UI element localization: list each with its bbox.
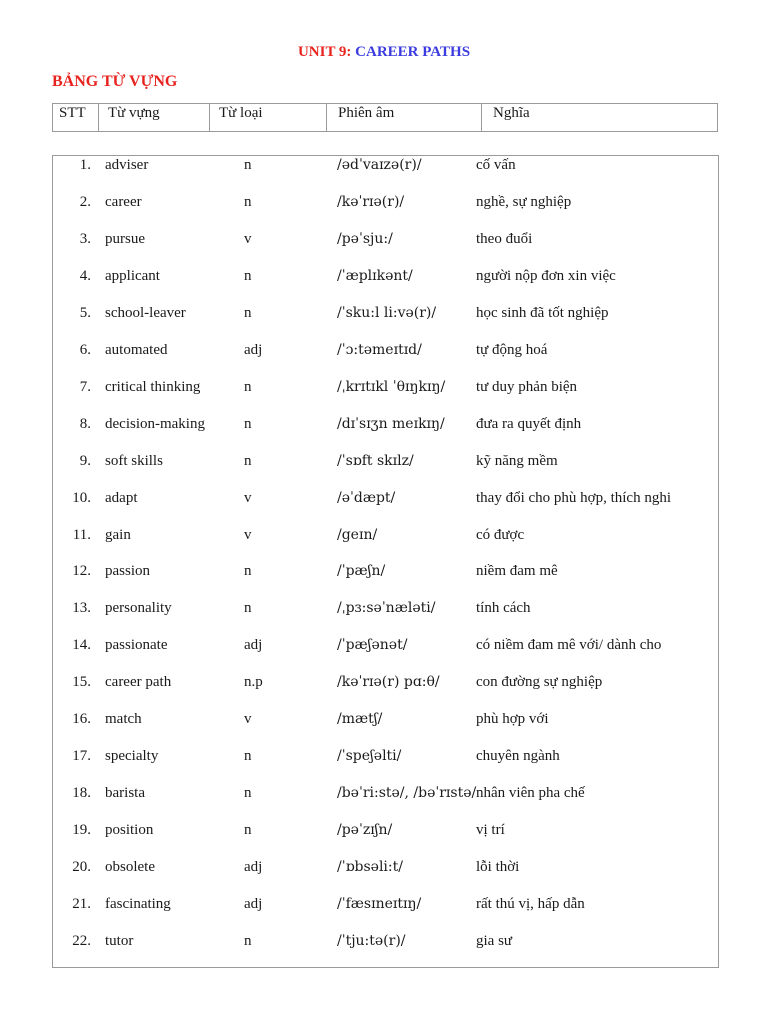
vocab-pronunciation: /ˈæplɪkənt/ — [337, 267, 413, 284]
header-meaning: Nghĩa — [481, 104, 717, 131]
vocab-word: tutor — [105, 932, 134, 949]
vocab-word: career — [105, 193, 142, 210]
vocab-pronunciation: /pəˈsju:/ — [337, 230, 393, 247]
vocab-part-of-speech: n — [244, 157, 252, 173]
vocab-pronunciation: /kəˈrɪə(r)/ — [337, 193, 405, 210]
vocab-pronunciation: /ˈpæʃn/ — [337, 563, 386, 580]
vocab-word: obsolete — [105, 859, 155, 876]
vocab-row — [53, 636, 718, 658]
vocab-word: passionate — [105, 637, 168, 654]
vocab-row — [53, 747, 718, 769]
vocab-row — [53, 858, 718, 880]
vocab-pronunciation: /ˈɒbsəli:t/ — [337, 859, 403, 876]
vocab-row — [53, 562, 718, 584]
vocab-word: gain — [105, 526, 131, 543]
vocab-number: 11. — [72, 526, 91, 543]
vocab-number: 16. — [72, 711, 91, 728]
vocab-row — [53, 710, 718, 732]
vocab-part-of-speech: v — [244, 526, 252, 543]
vocab-number: 8. — [79, 415, 91, 432]
vocab-meaning: theo đuổi — [476, 230, 533, 247]
vocab-part-of-speech: v — [244, 230, 252, 247]
header-pos: Từ loại — [209, 104, 326, 131]
vocab-part-of-speech: n — [244, 563, 252, 580]
vocab-meaning: con đường sự nghiệp — [476, 674, 603, 691]
vocab-number: 5. — [79, 304, 91, 321]
vocab-pronunciation: /ˈspeʃəlti/ — [337, 748, 402, 765]
vocab-number: 10. — [72, 489, 91, 506]
vocab-meaning: học sinh đã tốt nghiệp — [476, 304, 609, 321]
vocab-row — [53, 784, 718, 806]
vocab-pronunciation: /kəˈrɪə(r) pɑ:θ/ — [337, 674, 440, 691]
vocab-part-of-speech: n — [244, 822, 252, 839]
vocab-meaning: người nộp đơn xin việc — [476, 267, 616, 284]
vocab-number: 19. — [72, 822, 91, 839]
vocab-meaning: có niềm đam mê với/ dành cho — [476, 637, 662, 654]
vocab-word: fascinating — [105, 896, 171, 912]
vocab-row — [53, 193, 718, 215]
vocab-meaning: tự động hoá — [476, 341, 548, 358]
header-word: Từ vựng — [98, 104, 209, 131]
vocab-row — [53, 526, 718, 548]
document-title — [0, 44, 768, 61]
vocab-row — [53, 489, 718, 511]
vocab-meaning: tính cách — [476, 600, 531, 617]
vocab-number: 20. — [72, 859, 91, 876]
vocab-number: 6. — [79, 341, 91, 358]
vocab-meaning: niềm đam mê — [476, 563, 558, 580]
unit-label: UNIT 9: — [297, 44, 352, 60]
vocab-number: 1. — [79, 157, 91, 173]
vocab-word: school-leaver — [105, 304, 186, 321]
vocab-number: 13. — [72, 600, 91, 617]
vocab-meaning: thay đổi cho phù hợp, thích nghi — [476, 489, 671, 506]
vocab-number: 18. — [72, 785, 91, 802]
vocab-word: pursue — [105, 230, 145, 247]
vocab-word: position — [105, 822, 154, 839]
vocab-number: 14. — [72, 637, 91, 654]
vocab-part-of-speech: n — [244, 267, 252, 284]
vocab-pronunciation: /geɪn/ — [337, 526, 378, 543]
vocab-row — [53, 673, 718, 695]
vocab-part-of-speech: adj — [244, 859, 263, 876]
header-stt: STT — [59, 105, 86, 121]
vocab-row — [53, 304, 718, 326]
vocab-part-of-speech: adj — [244, 341, 263, 358]
vocab-word: barista — [105, 785, 145, 802]
vocab-part-of-speech: n — [244, 304, 252, 321]
vocab-pronunciation: /ˈpæʃənət/ — [337, 637, 408, 654]
vocab-word: personality — [105, 600, 172, 617]
vocab-word: adapt — [105, 489, 138, 506]
vocab-meaning: chuyên ngành — [476, 748, 560, 765]
vocab-meaning: vị trí — [476, 822, 505, 839]
vocab-number: 21. — [72, 896, 91, 912]
vocab-pronunciation: /ˌkrɪtɪkl ˈθɪŋkɪŋ/ — [337, 378, 446, 395]
vocab-pronunciation: /ˈsku:l li:və(r)/ — [337, 304, 437, 321]
vocab-meaning: gia sư — [476, 932, 513, 949]
vocab-meaning: kỹ năng mềm — [476, 452, 558, 469]
vocab-part-of-speech: n — [244, 748, 252, 765]
vocab-part-of-speech: n — [244, 600, 252, 617]
vocab-part-of-speech: n — [244, 378, 252, 395]
vocab-row — [53, 415, 718, 437]
vocab-row — [53, 341, 718, 363]
vocab-pronunciation: /dɪˈsɪʒn meɪkɪŋ/ — [337, 415, 445, 432]
vocab-pronunciation: /pəˈzɪʃn/ — [337, 822, 393, 839]
vocab-meaning: có được — [476, 526, 525, 543]
vocab-part-of-speech: v — [244, 489, 252, 506]
vocab-row — [53, 599, 718, 621]
vocab-part-of-speech: n — [244, 452, 252, 469]
vocab-row — [53, 378, 718, 400]
vocab-word: passion — [105, 563, 150, 580]
vocab-word: decision-making — [105, 415, 205, 432]
vocab-part-of-speech: adj — [244, 637, 263, 654]
vocab-number: 15. — [72, 674, 91, 691]
vocab-word: adviser — [105, 157, 149, 173]
vocab-meaning: nhân viên pha chế — [476, 785, 585, 802]
vocab-meaning: đưa ra quyết định — [476, 415, 582, 432]
vocab-pronunciation: /ˈɔ:təmeɪtɪd/ — [337, 341, 422, 358]
vocab-part-of-speech: n — [244, 785, 252, 802]
vocab-part-of-speech: n — [244, 415, 252, 432]
vocab-word: applicant — [105, 267, 160, 284]
vocab-part-of-speech: n — [244, 193, 252, 210]
vocab-meaning: nghề, sự nghiệp — [476, 193, 572, 210]
vocab-pronunciation: /ədˈvaɪzə(r)/ — [337, 157, 422, 173]
vocab-number: 12. — [72, 563, 91, 580]
vocab-word: critical thinking — [105, 378, 201, 395]
vocab-word: match — [105, 711, 142, 728]
vocab-word: specialty — [105, 748, 159, 765]
vocab-number: 22. — [72, 932, 91, 949]
vocab-pronunciation: /mætʃ/ — [337, 711, 383, 728]
vocab-row — [53, 895, 718, 917]
vocab-number: 2. — [79, 193, 91, 210]
vocab-word: soft skills — [105, 452, 163, 469]
vocab-row — [53, 821, 718, 843]
vocabulary-list — [52, 155, 719, 968]
section-heading: BẢNG TỪ VỰNG — [52, 73, 178, 90]
vocab-number: 9. — [79, 452, 91, 469]
vocab-part-of-speech: n.p — [244, 674, 263, 691]
vocab-number: 17. — [72, 748, 91, 765]
vocab-pronunciation: /ˌpɜ:səˈnæləti/ — [337, 600, 436, 617]
vocab-meaning: phù hợp với — [476, 711, 549, 728]
table-header — [52, 103, 718, 132]
vocab-pronunciation: /bəˈri:stə/, /bəˈrɪstə/ — [337, 785, 477, 802]
vocab-pronunciation: /ˈfæsɪneɪtɪŋ/ — [337, 896, 422, 912]
vocab-number: 4. — [79, 267, 91, 284]
vocab-word: career path — [105, 674, 172, 691]
vocab-meaning: lỗi thời — [476, 859, 520, 876]
vocab-row — [53, 452, 718, 474]
header-ipa: Phiên âm — [326, 104, 481, 131]
vocab-meaning: rất thú vị, hấp dẫn — [476, 896, 585, 912]
vocab-part-of-speech: v — [244, 711, 252, 728]
vocab-number: 3. — [79, 230, 91, 247]
vocab-row — [53, 230, 718, 252]
vocab-word: automated — [105, 341, 168, 358]
vocab-row — [53, 932, 718, 954]
vocab-meaning: tư duy phản biện — [476, 378, 578, 395]
vocab-pronunciation: /ˈtju:tə(r)/ — [337, 932, 406, 949]
unit-topic: CAREER PATHS — [355, 44, 471, 60]
vocab-row — [53, 267, 718, 289]
vocab-meaning: cố vấn — [476, 157, 516, 173]
vocab-pronunciation: /ˈsɒft skɪlz/ — [337, 452, 414, 469]
vocab-part-of-speech: n — [244, 932, 252, 949]
vocab-number: 7. — [79, 378, 91, 395]
vocab-part-of-speech: adj — [244, 896, 263, 912]
vocab-row — [53, 156, 718, 178]
vocab-pronunciation: /əˈdæpt/ — [337, 489, 396, 506]
